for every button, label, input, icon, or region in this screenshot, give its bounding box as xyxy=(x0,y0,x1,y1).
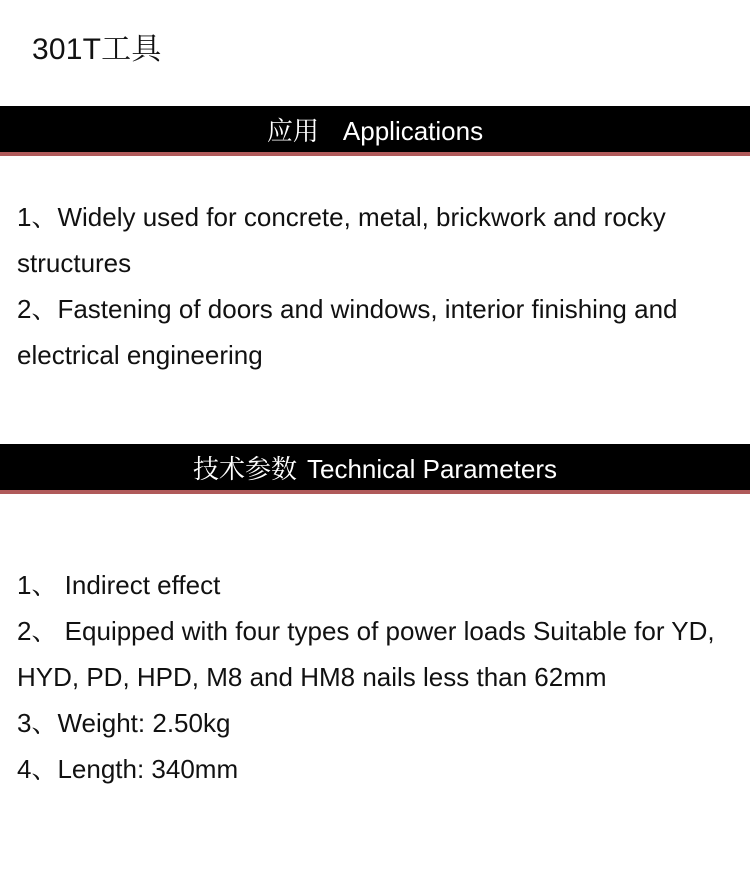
applications-list xyxy=(17,194,742,378)
applications-header-en: Applications xyxy=(342,116,484,146)
parameters-section-header xyxy=(0,444,750,494)
applications-item-1: 1、Widely used for concrete, metal, brickwork and rocky structures xyxy=(17,202,666,278)
applications-header-cn: 应用 xyxy=(266,116,319,146)
applications-section-header xyxy=(0,106,750,156)
parameters-item-2: 2、 Equipped with four types of power loads Suitable for YD, HYD, PD, HPD, M8 and HM8 nails less than 62mm xyxy=(17,616,715,692)
parameters-item-1: 1、 Indirect effect xyxy=(17,570,221,600)
page-title: 301T工具 xyxy=(32,33,162,66)
parameters-header-cn: 技术参数 xyxy=(192,454,297,484)
parameters-header-en: Technical Parameters xyxy=(307,454,557,484)
parameters-list xyxy=(17,562,742,792)
parameters-item-4: 4、Length: 340mm xyxy=(17,754,239,784)
parameters-item-3: 3、Weight: 2.50kg xyxy=(17,708,231,738)
applications-item-2: 2、Fastening of doors and windows, interior finishing and electrical engineering xyxy=(17,294,678,370)
